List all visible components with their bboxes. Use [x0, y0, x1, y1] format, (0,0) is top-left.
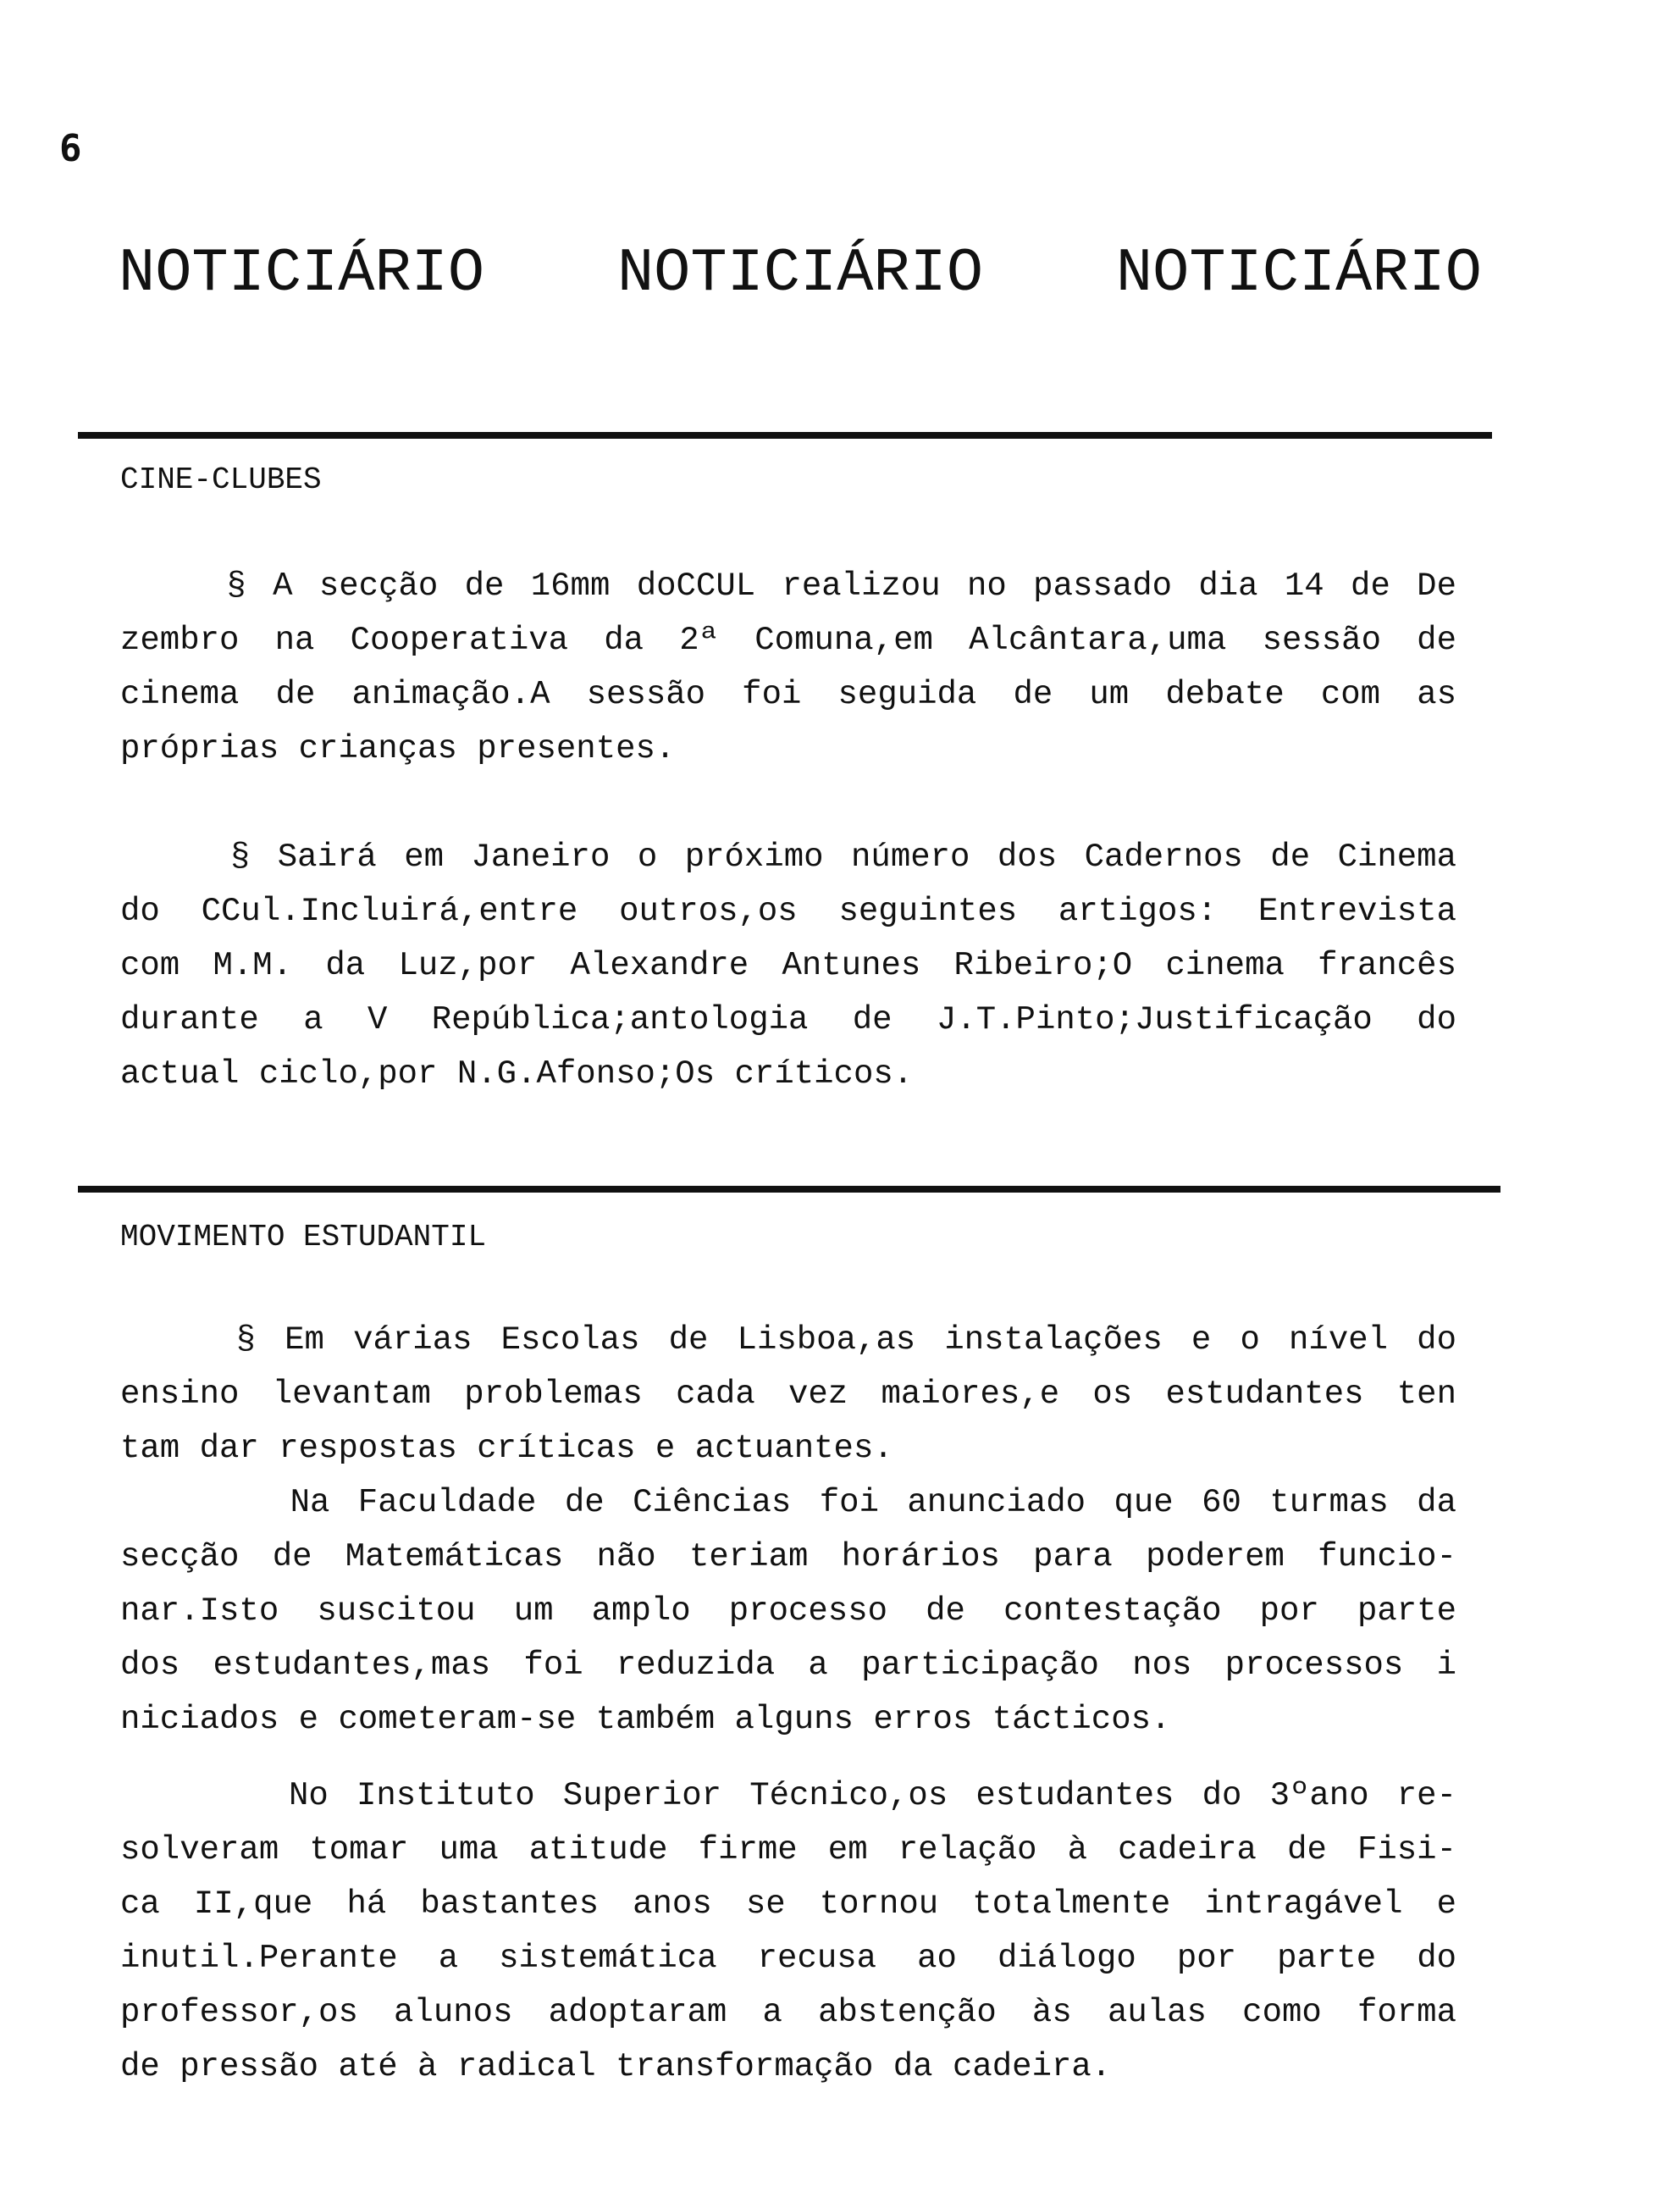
- banner-word-1: NOTICIÁRIO: [119, 239, 485, 308]
- paragraph: [120, 559, 1456, 776]
- text-line: do CCul.Incluirá,entre outros,os seguintes artigos: Entrevista: [120, 893, 1456, 930]
- section-title: MOVIMENTO ESTUDANTIL: [120, 1220, 487, 1254]
- section-title: CINE-CLUBES: [120, 462, 322, 497]
- text-line: niciados e cometeram-se também alguns erros tácticos.: [120, 1701, 1171, 1738]
- paragraph: [120, 1475, 1456, 1747]
- text-line: Na Faculdade de Ciências foi anunciado que 60 turmas da: [120, 1484, 1456, 1521]
- paragraph: [120, 1313, 1456, 1475]
- text-line: § A secção de 16mm doCCUL realizou no passado dia 14 de De: [120, 567, 1456, 605]
- text-line: próprias crianças presentes.: [120, 730, 676, 767]
- text-line: No Instituto Superior Técnico,os estudantes do 3ºano re-: [120, 1777, 1456, 1814]
- text-line: zembro na Cooperativa da 2ª Comuna,em Alcântara,uma sessão de: [120, 622, 1456, 659]
- text-line: professor,os alunos adoptaram a abstenção às aulas como forma: [120, 1994, 1456, 2031]
- text-line: dos estudantes,mas foi reduzida a participação nos processos i: [120, 1647, 1456, 1684]
- text-line: inutil.Perante a sistemática recusa ao diálogo por parte do: [120, 1940, 1456, 1977]
- text-line: nar.Isto suscitou um amplo processo de contestação por parte: [120, 1592, 1456, 1630]
- text-line: cinema de animação.A sessão foi seguida de um debate com as: [120, 676, 1456, 713]
- section-divider: [78, 1186, 1500, 1193]
- text-line: § Sairá em Janeiro o próximo número dos Cadernos de Cinema: [120, 839, 1456, 876]
- text-line: actual ciclo,por N.G.Afonso;Os críticos.: [120, 1055, 914, 1093]
- banner-word-3: NOTICIÁRIO: [1115, 239, 1482, 308]
- text-line: ca II,que há bastantes anos se tornou totalmente intragável e: [120, 1885, 1456, 1923]
- text-line: tam dar respostas críticas e actuantes.: [120, 1430, 893, 1467]
- text-line: solveram tomar uma atitude firme em relação à cadeira de Fisi-: [120, 1831, 1456, 1869]
- banner: [119, 239, 1482, 308]
- text-line: secção de Matemáticas não teriam horários para poderem funcio-: [120, 1538, 1456, 1575]
- banner-word-2: NOTICIÁRIO: [616, 239, 984, 308]
- section-divider: [78, 432, 1492, 439]
- page-number: 6: [59, 127, 82, 170]
- text-line: de pressão até à radical transformação da cadeira.: [120, 2048, 1112, 2085]
- text-line: durante a V República;antologia de J.T.Pinto;Justificação do: [120, 1001, 1456, 1038]
- text-line: § Em várias Escolas de Lisboa,as instalações e o nível do: [120, 1321, 1456, 1359]
- text-line: ensino levantam problemas cada vez maiores,e os estudantes ten: [120, 1376, 1456, 1413]
- paragraph: [120, 1769, 1456, 2094]
- text-line: com M.M. da Luz,por Alexandre Antunes Ribeiro;O cinema francês: [120, 947, 1456, 984]
- paragraph: [120, 830, 1456, 1101]
